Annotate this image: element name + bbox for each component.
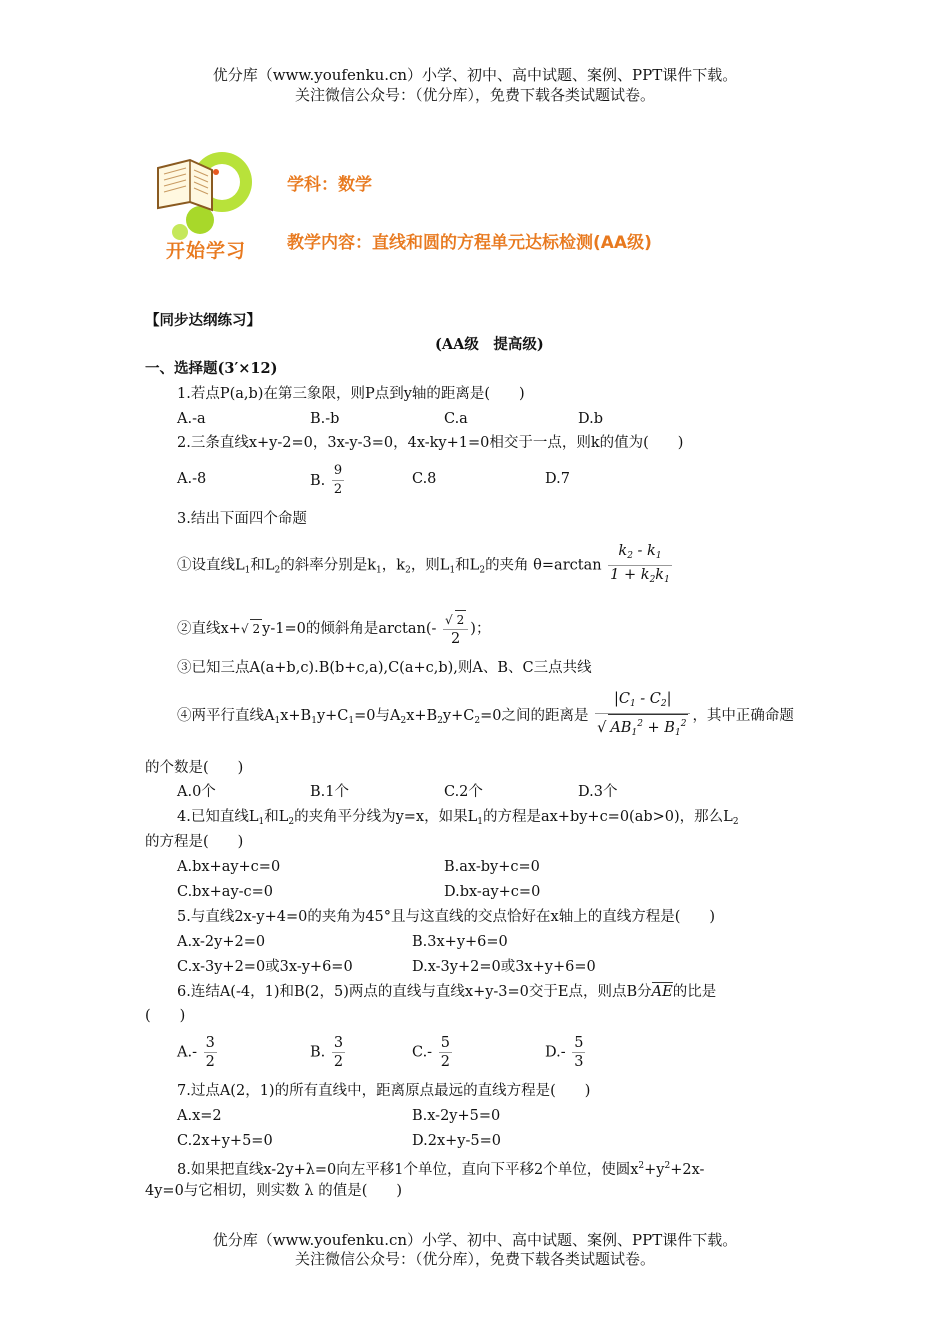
q6-option-b: B. $\frac{3}{2}$ bbox=[310, 1035, 344, 1070]
q3-proposition-2: ②直线x+√ 2 y-1=0的倾斜角是arctan(- $\frac{√ 2}{2}$ )； bbox=[177, 610, 490, 648]
q5-option-d: D.x-3y+2=0或3x+y+6=0 bbox=[412, 959, 596, 975]
q3-stem: 3.结出下面四个命题 bbox=[177, 511, 307, 527]
q8-stem: 8.如果把直线x-2y+λ=0向左平移1个单位，直向下平移2个单位，使圆$x^2+y^2+2x-$ bbox=[177, 1161, 705, 1178]
q3-angle-fraction: $\frac{k_2 - k_1}{1 + k_2k_1}$ bbox=[610, 543, 670, 585]
q5-option-b: B.3x+y+6=0 bbox=[412, 934, 508, 950]
q7-option-a: A.x=2 bbox=[177, 1108, 222, 1124]
q3-proposition-1: ①设直线$L_1$和$L_2$的斜率分别是$k_1$，$k_2$，则$L_1$和$L_2$的夹角 θ=arctan $\frac{k_2 - k_1}{1 + k_2k_1}$ bbox=[177, 542, 674, 589]
q3-distance-fraction: $\frac{|C_1 - C_2|}{√ AB_1^2 + B_1^2}$ bbox=[595, 690, 690, 742]
q3-option-b: B.1个 bbox=[310, 784, 349, 800]
q7-stem: 7.过点A(2，1)的所有直线中，距离原点最远的直线方程是( ) bbox=[177, 1083, 591, 1099]
q3-option-a: A.0个 bbox=[177, 784, 216, 800]
q1-option-d: D.b bbox=[578, 411, 603, 427]
footer-line-2: 关注微信公众号：（优分库），免费下载各类试题试卷。 bbox=[294, 1250, 655, 1268]
q2-option-a: A.-8 bbox=[177, 471, 207, 487]
level-title: (AA级 提高级) bbox=[435, 336, 544, 353]
q4-option-a: A.bx+ay+c=0 bbox=[177, 859, 281, 875]
q4-option-d: D.bx-ay+c=0 bbox=[444, 884, 541, 900]
q2-stem: 2.三条直线x+y-2=0，3x-y-3=0，4x-ky+1=0相交于一点，则k的值为( ) bbox=[177, 435, 684, 451]
q7-option-c: C.2x+y+5=0 bbox=[177, 1133, 273, 1149]
q3-tail: 的个数是( ) bbox=[145, 760, 244, 776]
header-line-1: 优分库（www.youfenku.cn）小学、初中、高中试题、案例、PPT课件下载。 bbox=[212, 66, 738, 84]
q4-option-c: C.bx+ay-c=0 bbox=[177, 884, 274, 900]
q8-stem-tail: 4y=0与它相切，则实数 λ 的值是( ) bbox=[145, 1183, 403, 1199]
section-title: 【同步达纲练习】 bbox=[145, 312, 261, 329]
q1-option-a: A.-a bbox=[177, 411, 206, 427]
q4-stem-tail: 的方程是( ) bbox=[145, 834, 244, 850]
q3-proposition-4: ④两平行直线$A_1x+B_1y+C_1=0$与$A_2x+B_2y+C_2=0$之间的距离是 $\frac{|C_1 - C_2|}{√ AB_1^2 + B_1^2}$ ，其中正确命题 bbox=[177, 690, 794, 742]
q5-option-a: A.x-2y+2=0 bbox=[177, 934, 266, 950]
q5-option-c: C.x-3y+2=0或3x-y+6=0 bbox=[177, 959, 353, 975]
q4-stem: 4.已知直线$L_1$和$L_2$的夹角平分线为y=x，如果$L_1$的方程是ax+by+c=0(ab>0)，那么$L_2$ bbox=[177, 809, 739, 827]
logo-text: 开始学习 bbox=[166, 240, 247, 262]
footer-line-1: 优分库（www.youfenku.cn）小学、初中、高中试题、案例、PPT课件下载。 bbox=[212, 1231, 738, 1249]
q1-option-c: C.a bbox=[444, 411, 468, 427]
q2-option-b: B. $\frac{9}{2}$ bbox=[310, 463, 343, 497]
q7-option-b: B.x-2y+5=0 bbox=[412, 1108, 501, 1124]
q6-paren: ( ) bbox=[145, 1008, 186, 1024]
q4-option-b: B.ax-by+c=0 bbox=[444, 859, 540, 875]
q5-stem: 5.与直线2x-y+4=0的夹角为45°且与这直线的交点恰好在x轴上的直线方程是( ) bbox=[177, 909, 716, 925]
q1-stem: 1.若点P(a,b)在第三象限，则P点到y轴的距离是( ) bbox=[177, 386, 525, 402]
q2-option-c: C.8 bbox=[412, 471, 437, 487]
subject-label: 学科：数学 bbox=[287, 175, 372, 195]
content-label: 教学内容：直线和圆的方程单元达标检测(AA级) bbox=[287, 233, 652, 253]
q3-sqrt-fraction: $\frac{√ 2}{2}$ bbox=[443, 610, 468, 648]
q3-proposition-3: ③已知三点A(a+b,c).B(b+c,a),C(a+c,b),则A、B、C三点共线 bbox=[177, 660, 592, 676]
q2-fraction: $\frac{9}{2}$ bbox=[333, 463, 343, 497]
q6-stem: 6.连结A(-4，1)和B(2，5)两点的直线与直线x+y-3=0交于E点，则点B分AE的比是 bbox=[177, 984, 717, 1000]
q2-option-d: D.7 bbox=[545, 471, 570, 487]
header-line-2: 关注微信公众号：（优分库），免费下载各类试题试卷。 bbox=[294, 86, 655, 104]
q7-option-d: D.2x+y-5=0 bbox=[412, 1133, 501, 1149]
part1-title: 一、选择题(3′×12) bbox=[145, 360, 278, 377]
q3-option-d: D.3个 bbox=[578, 784, 618, 800]
q6-option-a: A.- $\frac{3}{2}$ bbox=[177, 1035, 215, 1070]
q6-option-c: C.- $\frac{5}{2}$ bbox=[412, 1035, 450, 1070]
q1-option-b: B.-b bbox=[310, 411, 340, 427]
q3-option-c: C.2个 bbox=[444, 784, 483, 800]
q6-option-d: D.- $\frac{5}{3}$ bbox=[545, 1035, 584, 1070]
